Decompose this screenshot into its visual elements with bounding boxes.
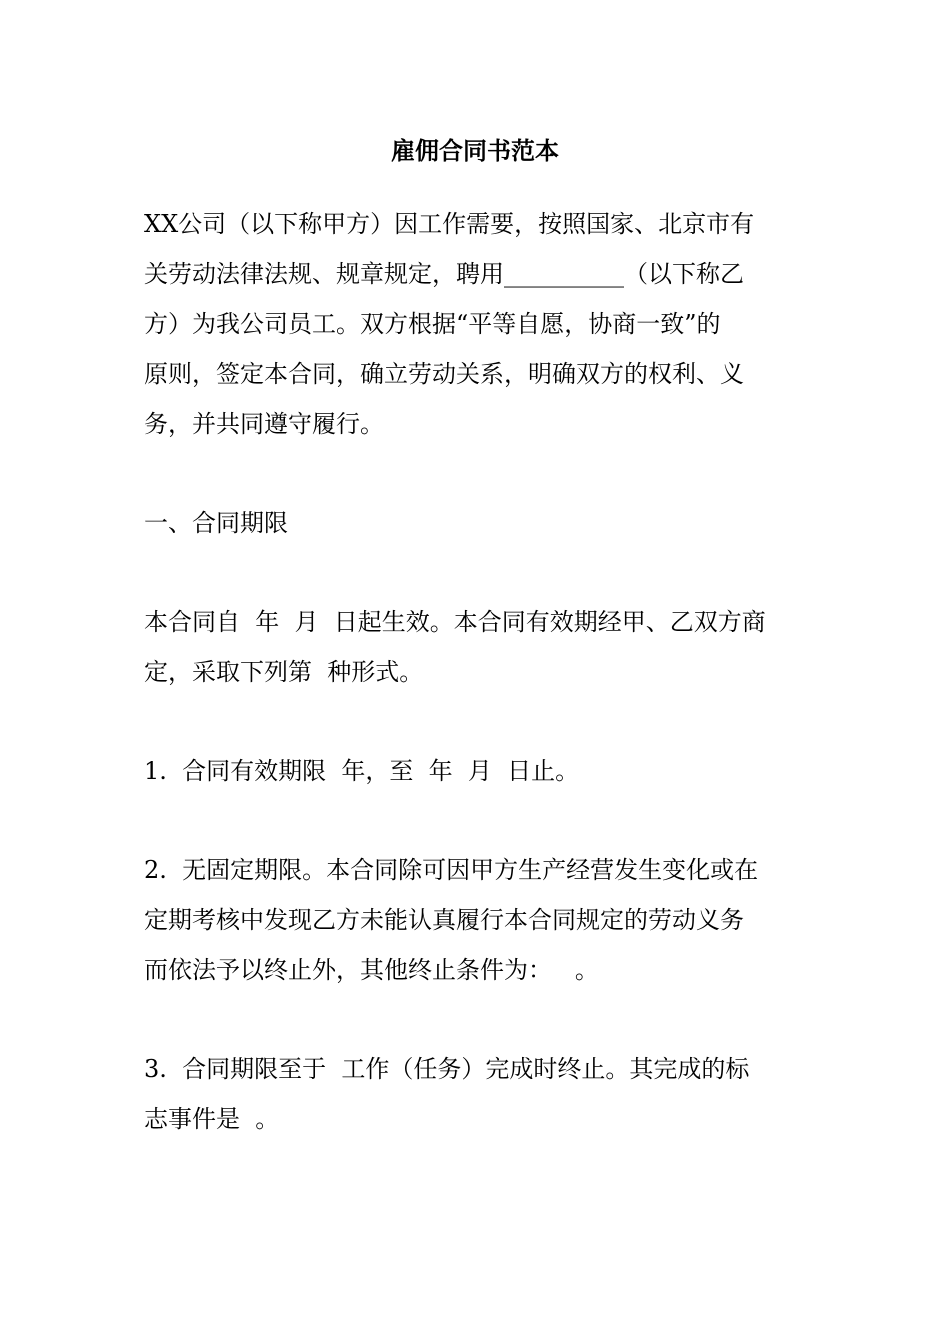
item-1-line-1: 1. 合同有效期限 年，至 年 月 日止。 [144, 757, 580, 785]
intro-line-1: XX公司（以下称甲方）因工作需要，按照国家、北京市有 [144, 210, 755, 238]
section-heading-term: 一、合同期限 [144, 509, 288, 537]
intro-line-2: 关劳动法律法规、规章规定，聘用__________（以下称乙 [144, 260, 744, 288]
item-2-line-2: 定期考核中发现乙方未能认真履行本合同规定的劳动义务 [144, 906, 744, 934]
item-2-line-3: 而依法予以终止外，其他终止条件为： 。 [144, 956, 599, 984]
document-title: 雇佣合同书范本 [391, 136, 559, 165]
item-3-line-2: 志事件是 。 [144, 1105, 280, 1133]
item-2-line-1: 2. 无固定期限。本合同除可因甲方生产经营发生变化或在 [144, 856, 759, 884]
effective-line-2: 定，采取下列第 种形式。 [144, 658, 424, 686]
intro-line-3: 方）为我公司员工。双方根据“平等自愿，协商一致”的 [144, 310, 721, 338]
item-3-line-1: 3. 合同期限至于 工作（任务）完成时终止。其完成的标 [144, 1055, 750, 1083]
intro-line-4: 原则，签定本合同，确立劳动关系，明确双方的权利、义 [144, 360, 744, 388]
effective-line-1: 本合同自 年 月 日起生效。本合同有效期经甲、乙双方商 [144, 608, 766, 636]
intro-line-5: 务，并共同遵守履行。 [144, 410, 384, 438]
